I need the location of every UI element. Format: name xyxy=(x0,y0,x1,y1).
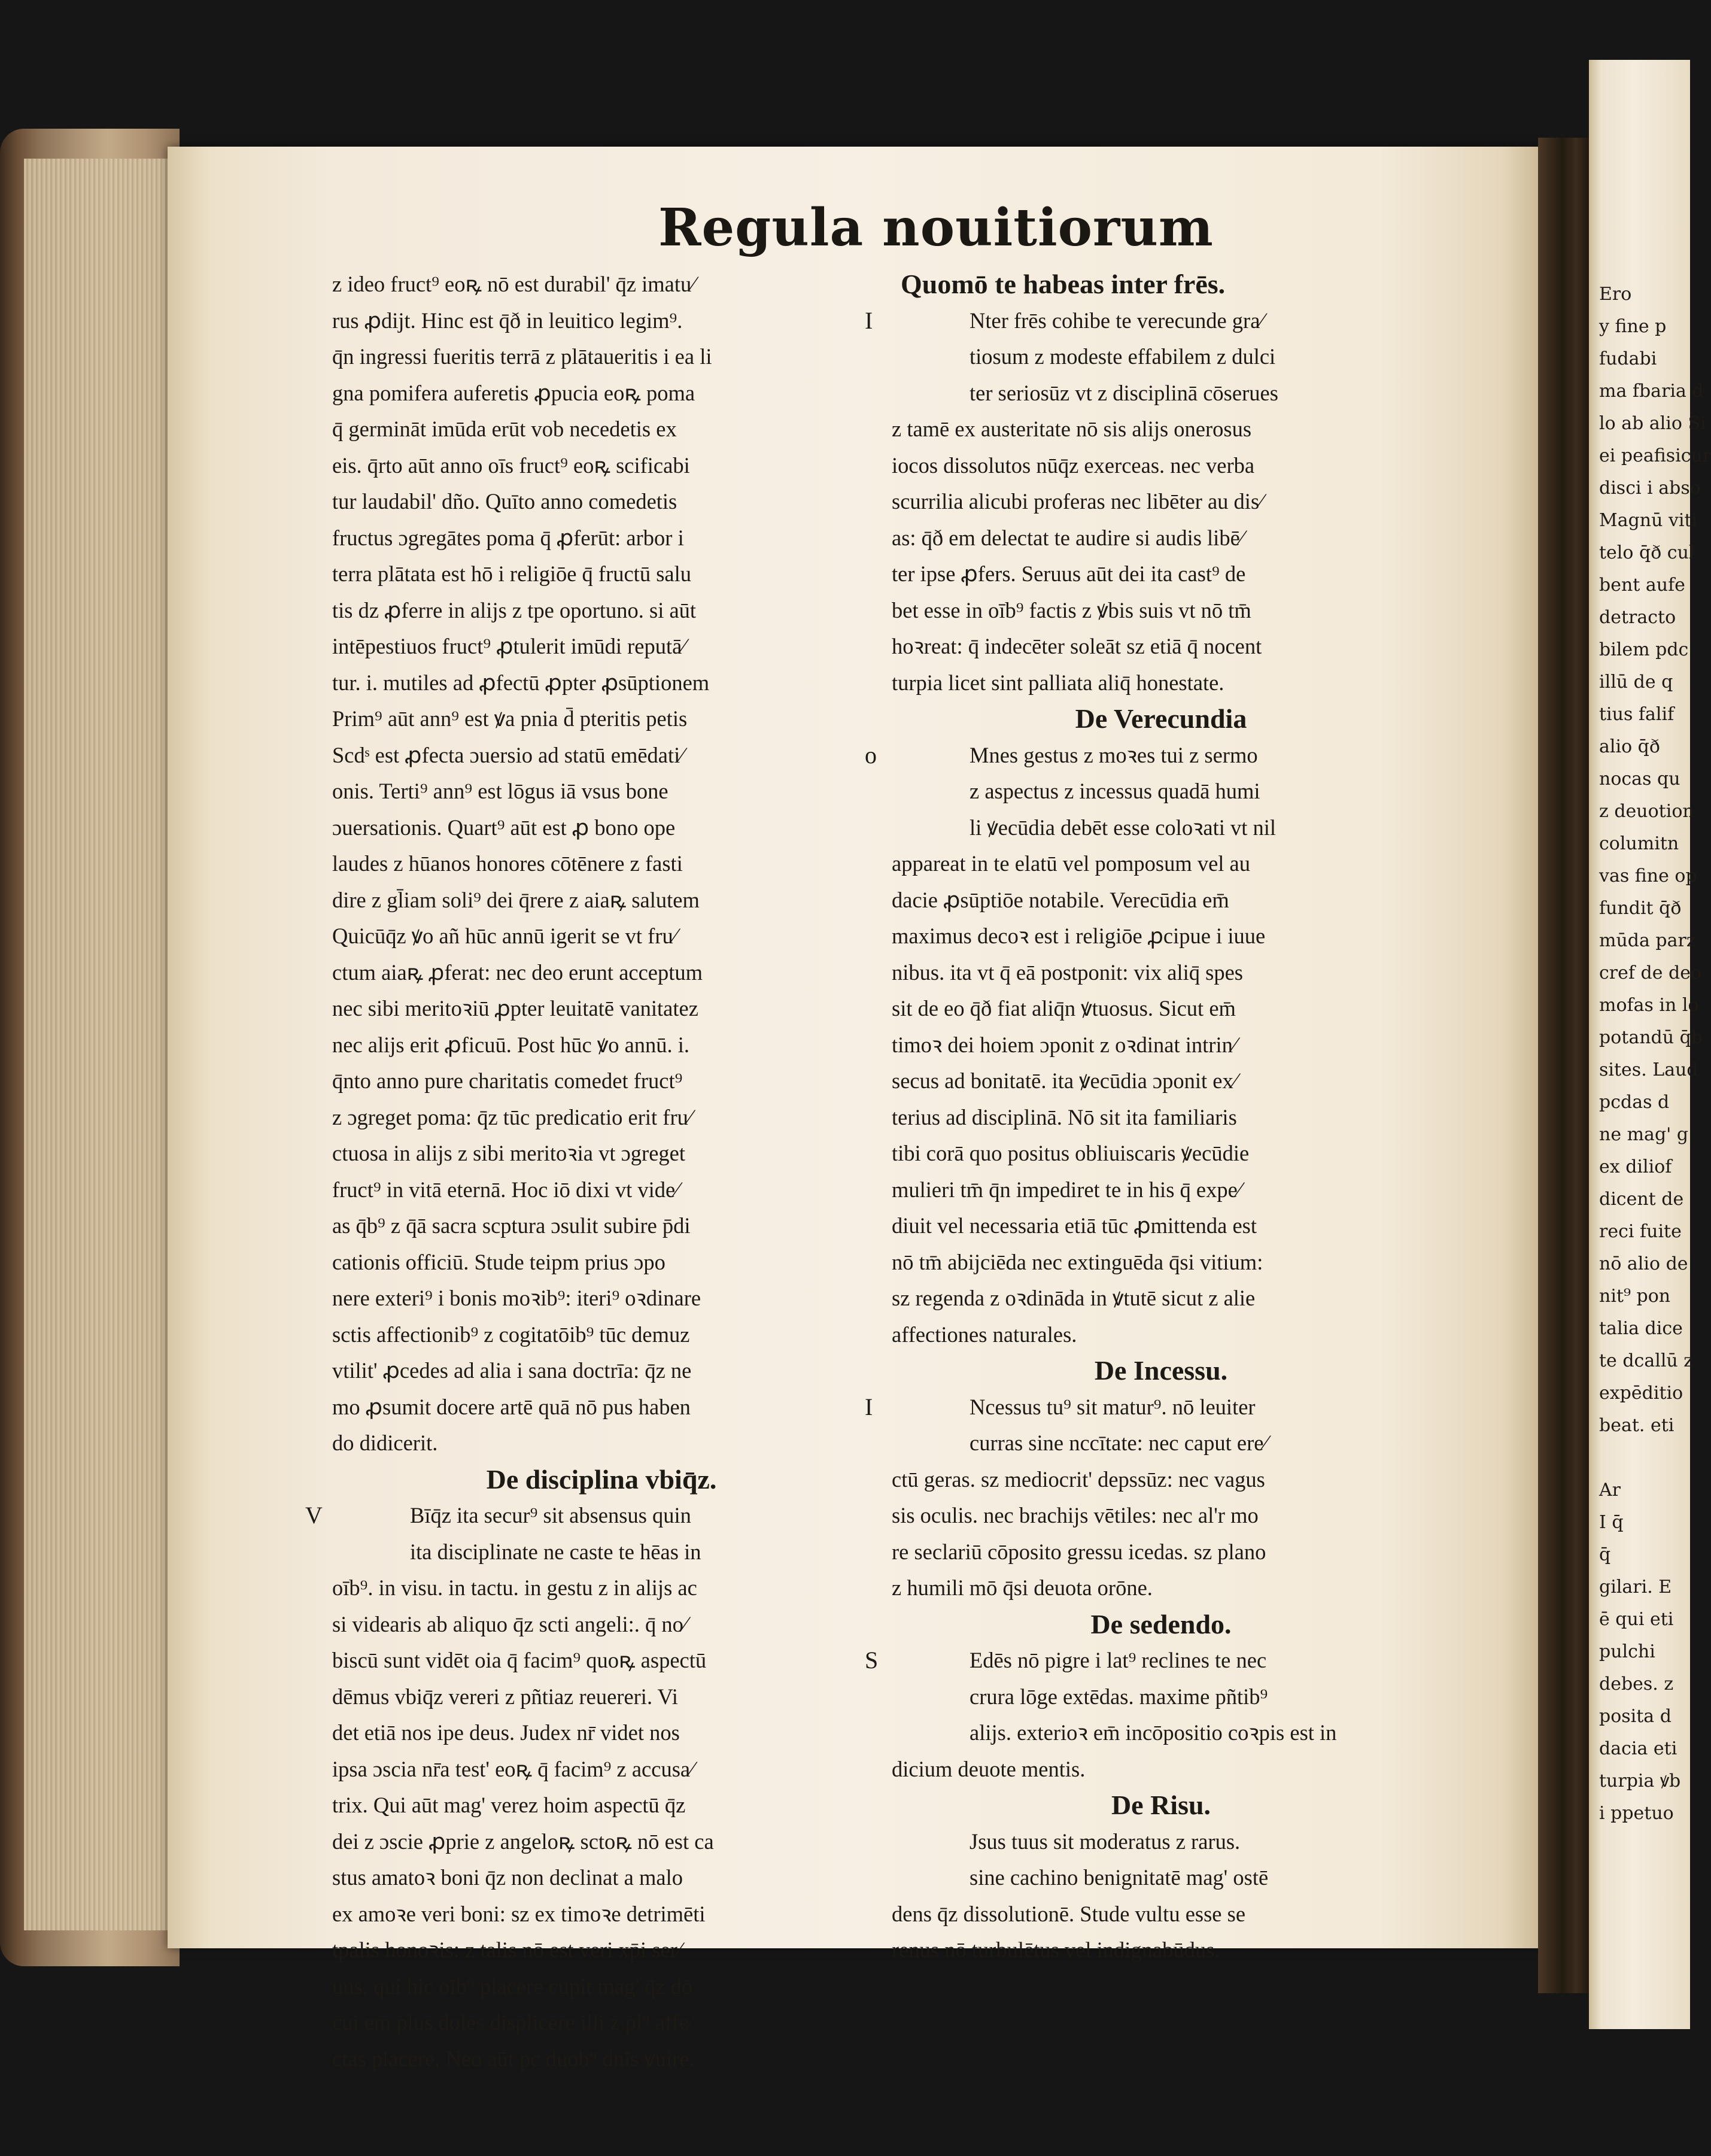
text-line: ter seriosūz vt z disciplinā cōserues xyxy=(970,380,1278,405)
text-line: intēpestiuos fruct⁹ ꝓtulerit imūdi reputā⁄ xyxy=(332,634,686,658)
page-edges xyxy=(24,159,174,1930)
next-page-fragment: ē qui eti xyxy=(1599,1609,1674,1630)
next-page-fragment: bilem pdc xyxy=(1599,639,1689,660)
text-line: uus. qui hic oīb⁹ placere cupit mag' q̄z dō xyxy=(332,1973,693,1999)
next-page-fragment: i ppetuo xyxy=(1599,1803,1674,1824)
text-line: ex amoꝛe veri boni: sz ex timoꝛe detrimēti xyxy=(332,1901,706,1926)
text-line: Edēs nō pigre i lat⁹ reclines te nec xyxy=(970,1648,1267,1672)
text-line: tis dz ꝓferre in alijs z tpe oportuno. si aūt xyxy=(332,597,697,622)
text-line: dacie ꝓsūptiōe notabile. Verecūdia em̄ xyxy=(892,887,1229,912)
text-line: maximus decoꝛ est i religiōe ꝓcipue i iuue xyxy=(892,924,1266,948)
text-line: tiosum z modeste effabilem z dulci xyxy=(970,344,1276,369)
text-line: cationis officiū. Stude teipm prius ɔpo xyxy=(332,1249,665,1274)
text-line: sz regenda z oꝛdināda in ꝟtutē sicut z alie xyxy=(892,1286,1256,1310)
text-line: curras sine nccītate: nec caput ere⁄ xyxy=(970,1431,1268,1455)
text-line: z tamē ex austeritate nō sis alijs onerosus xyxy=(892,417,1252,441)
heading-de-risu: De Risu. xyxy=(1111,1790,1211,1820)
next-page-fragment: tius falif xyxy=(1599,704,1674,725)
text-line: z ideo fruct⁹ eoꝶ nō est durabil' q̄z imatu⁄ xyxy=(332,272,695,296)
next-page-fragment: lo ab alio Si xyxy=(1599,413,1706,434)
right-page-text-fragment xyxy=(1599,281,1711,1826)
text-line: iocos dissolutos nūq̄z exerceas. nec verba xyxy=(892,453,1255,478)
text-line: ter ipse ꝓfers. Seruus aūt dei ita cast⁹ de xyxy=(892,561,1246,586)
next-page-fragment: talia dice xyxy=(1599,1318,1683,1339)
text-line: eis. q̄rto aūt anno oīs fruct⁹ eoꝶ scificabi xyxy=(332,453,690,478)
text-line: det etiā nos ipe deus. Judex nr̄ videt nos xyxy=(332,1720,680,1745)
text-line: mo ꝓsumit docere artē quā nō pus haben xyxy=(332,1394,691,1419)
text-line: rus ꝓdijt. Hinc est q̄ð in leuitico legim⁹. xyxy=(332,308,683,333)
heading-quomodo-te-habeas: Quomō te habeas inter frēs. xyxy=(901,269,1226,299)
text-line: tpalis honoꝛis: z talis nō est veri xp̄i ser⁄ xyxy=(332,1938,681,1962)
running-title: Regula nouitiorum xyxy=(658,198,1214,258)
text-line: Mnes gestus z moꝛes tui z sermo xyxy=(970,742,1258,767)
next-page-fragment: ne mag' g xyxy=(1599,1124,1689,1145)
text-line: tibi corā quo positus obliuiscaris ꝟecūdie xyxy=(892,1141,1250,1165)
text-line: li ꝟecūdia debēt esse coloꝛati vt nil xyxy=(970,815,1277,840)
heading-de-incessu: De Incessu. xyxy=(1094,1355,1228,1386)
margin-guide-letter: o xyxy=(865,741,877,769)
text-line: terius ad disciplinā. Nō sit ita familiaris xyxy=(892,1104,1237,1129)
next-page-fragment: posita d xyxy=(1599,1706,1672,1727)
text-line: z ɔgreget poma: q̄z tūc predicatio erit fru⁄ xyxy=(332,1104,692,1129)
text-line: scurrilia alicubi proferas nec libēter au dis⁄ xyxy=(892,489,1263,514)
next-page-fragment: turpia ꝟb xyxy=(1599,1771,1681,1791)
text-line: ctū geras. sz mediocrit' depssūz: nec vagus xyxy=(892,1466,1265,1492)
text-line: diuit vel necessaria etiā tūc ꝓmittenda est xyxy=(892,1213,1257,1238)
heading-de-disciplina: De disciplina vbiq̄z. xyxy=(486,1463,717,1495)
text-line: terra plātata est hō i religiōe q̄ fructū salu xyxy=(332,561,691,586)
next-page-fragment: ex diliof xyxy=(1599,1156,1672,1177)
next-page-fragment: dacia eti xyxy=(1599,1738,1677,1759)
next-page-fragment: y fine p xyxy=(1599,316,1667,337)
next-page-fragment: alio q̄ð xyxy=(1599,736,1660,757)
text-line: nec sibi meritoꝛiū ꝓpter leuitatē vanitatez xyxy=(332,996,698,1021)
text-line: dens q̄z dissolutionē. Stude vultu esse se xyxy=(892,1901,1246,1926)
text-line: turpia licet sint palliata aliq̄ honestate. xyxy=(892,670,1224,695)
text-line: dire z gl̄iam soli⁹ dei q̄rere z aiaꝶ salutem xyxy=(332,887,700,912)
right-text-column xyxy=(865,266,1430,1969)
next-page-fragment: nō alio de xyxy=(1599,1253,1688,1274)
text-line: nō tm̄ abijciēda nec extinguēda q̄si vitium: xyxy=(892,1249,1263,1274)
text-line: z humili mō q̄si deuota orōne. xyxy=(892,1575,1153,1600)
text-line: as: q̄ð em delectat te audire si audis libē⁄ xyxy=(892,525,1244,550)
text-line: vtilit' ꝓcedes ad alia i sana doctrīa: q̄z ne xyxy=(332,1358,692,1383)
text-line: cui em plus doles displicere illi z pl⁹ affe⁄ xyxy=(332,2010,692,2034)
next-page-fragment: Ar xyxy=(1599,1480,1621,1501)
text-line: q̄ germināt imūda erūt vob necedetis ex xyxy=(332,417,677,441)
next-page-fragment: nocas qu xyxy=(1599,769,1680,789)
next-page-fragment: vas fine op xyxy=(1599,866,1697,886)
next-page-fragment xyxy=(1599,1445,1689,1477)
next-page-fragment: I q̄ xyxy=(1599,1512,1624,1533)
next-page-fragment: detracto xyxy=(1599,607,1676,628)
text-line: re seclariū cōposito gressu icedas. sz plano xyxy=(892,1539,1266,1564)
section-de-sedendo-text xyxy=(865,1642,1430,1787)
text-line: Bīq̄z ita secur⁹ sit absensus quin xyxy=(410,1503,691,1528)
text-line: Scdˢ est ꝓfecta ɔuersio ad statū emēdati⁄ xyxy=(332,742,684,767)
next-page-fragment: ei peafisicur xyxy=(1599,445,1711,466)
text-line: Jsus tuus sit moderatus z rarus. xyxy=(970,1829,1241,1854)
margin-guide-letter: I xyxy=(865,306,873,334)
text-line: Quicūq̄z ꝟo añ hūc annū igerit se vt fru⁄ xyxy=(332,924,677,948)
text-line: dei z ɔscie ꝓprie z angeloꝶ sctoꝶ nō est ca xyxy=(332,1829,714,1854)
next-page-fragment: ma fbaria d xyxy=(1599,381,1704,402)
text-line: appareat in te elatū vel pomposum vel au xyxy=(892,851,1251,876)
next-page-fragment: columitn xyxy=(1599,833,1679,854)
next-page-fragment: mūda parz xyxy=(1599,930,1696,951)
next-page-fragment: q̄ xyxy=(1599,1544,1611,1565)
margin-guide-letter: I xyxy=(865,1393,873,1420)
text-line: hoꝛreat: q̄ indecēter soleāt sz etiā q̄ nocent xyxy=(892,634,1262,658)
next-page-fragment: Magnū viti xyxy=(1599,510,1698,531)
text-line: bet esse in oīb⁹ factis z ꝟbis suis vt nō tm̄ xyxy=(892,597,1251,622)
text-line: ctum aiaꝶ ꝓferat: nec deo erunt acceptum xyxy=(332,959,703,985)
text-line: crura lōge extēdas. maxime pñtib⁹ xyxy=(970,1684,1268,1709)
margin-guide-letter: V xyxy=(305,1502,323,1529)
next-page-fragment: telo q̄ð cul xyxy=(1599,542,1695,563)
text-line: laudes z hūanos honores cōtēnere z fasti xyxy=(332,851,683,876)
text-line: do didicerit. xyxy=(332,1431,438,1455)
next-page-fragment: pulchi xyxy=(1599,1641,1655,1662)
next-page-fragment: fundit q̄ð xyxy=(1599,898,1682,919)
next-page-fragment: illū de q xyxy=(1599,672,1673,693)
section-de-verecundia-text xyxy=(865,737,1430,1353)
next-page-fragment: gilari. E xyxy=(1599,1577,1672,1598)
text-line: ctas placere. Neo aūt pc duob⁹ dnīs ꝟuire. xyxy=(332,2046,695,2071)
text-line: nere exteri⁹ i bonis moꝛib⁹: iteri⁹ oꝛdinare xyxy=(332,1286,701,1310)
text-line: Ncessus tu⁹ sit matur⁹. nō leuiter xyxy=(970,1394,1256,1419)
text-line: ɔuersationis. Quart⁹ aūt est ꝓ bono ope xyxy=(332,815,676,840)
text-line: nibus. ita vt q̄ eā postponit: vix aliq̄ spes xyxy=(892,959,1243,985)
text-line: ita disciplinate ne caste te hēas in xyxy=(410,1539,701,1564)
next-page-fragment: cref de deo xyxy=(1599,962,1702,983)
text-line: tur laudabil' dño. Quīto anno comedetis xyxy=(332,489,677,514)
text-line: ctuosa in alijs z sibi meritoꝛia vt ɔgreget xyxy=(332,1141,685,1165)
text-line: affectiones naturales. xyxy=(892,1322,1077,1347)
next-page-fragment: pcdas d xyxy=(1599,1092,1670,1113)
next-page-fragment: dicent de xyxy=(1599,1189,1684,1210)
section-de-incessu-text xyxy=(865,1389,1430,1607)
text-line: nec alijs erit ꝓficuū. Post hūc ꝟo annū. i. xyxy=(332,1032,690,1057)
text-line: stus amatoꝛ boni q̄z non declinat a malo xyxy=(332,1865,683,1890)
text-line: q̄nto anno pure charitatis comedet fruct⁹ xyxy=(332,1068,683,1093)
margin-guide-letter: S xyxy=(865,1647,879,1674)
heading-de-sedendo: De sedendo. xyxy=(1090,1608,1232,1639)
text-line: oīb⁹. in visu. in tactu. in gestu z in alijs ac xyxy=(332,1575,697,1600)
text-line: z aspectus z incessus quadā humi xyxy=(970,779,1260,803)
text-line: q̄n ingressi fueritis terrā z plātaueritis i ea li xyxy=(332,344,712,369)
text-line: sis oculis. nec brachijs vētiles: nec al'r mo xyxy=(892,1503,1259,1528)
next-page-fragment: te dcallū z xyxy=(1599,1350,1694,1371)
text-line: dēmus vbiq̄z vereri z pñtiaz reuereri. Vi xyxy=(332,1684,678,1709)
next-page-fragment: disci i abso xyxy=(1599,478,1701,499)
text-line: as q̄b⁹ z q̄ā sacra scptura ɔsulit subire p̄di xyxy=(332,1213,691,1238)
section-de-disciplina-text xyxy=(305,1498,871,2077)
section-de-risu-text xyxy=(892,1824,1430,1969)
text-line: trix. Qui aūt mag' verez hoim aspectū q̄z xyxy=(332,1793,686,1817)
next-page-fragment: nit⁹ pon xyxy=(1599,1286,1671,1307)
left-main-text xyxy=(332,266,871,1462)
text-line: Nter frēs cohibe te verecunde gra⁄ xyxy=(970,308,1264,333)
text-line: sine cachino benignitatē mag' ostē xyxy=(970,1865,1269,1890)
next-page-fragment: beat. eti xyxy=(1599,1415,1674,1436)
next-page-fragment: Ero xyxy=(1599,284,1632,305)
next-page-fragment: fudabi xyxy=(1599,348,1657,369)
left-text-column xyxy=(305,266,871,2077)
text-line: ipsa ɔscia nr̄a test' eoꝶ q̄ facim⁹ z accusa⁄ xyxy=(332,1756,694,1781)
text-line: tur. i. mutiles ad ꝓfectū ꝓpter ꝓsūptionem xyxy=(332,670,710,695)
text-line: gna pomifera auferetis ꝓpucia eoꝶ poma xyxy=(332,380,695,405)
text-line: sctis affectionib⁹ z cogitatōib⁹ tūc demuz xyxy=(332,1322,690,1347)
text-line: alijs. exterioꝛ em̄ incōpositio coꝛpis est in xyxy=(970,1720,1337,1745)
next-page-fragment: expēditio xyxy=(1599,1383,1683,1404)
next-page-fragment: reci fuite xyxy=(1599,1221,1682,1242)
text-line: si videaris ab aliquo q̄z scti angeli:. q̄ no⁄ xyxy=(332,1611,688,1636)
text-line: dicium deuote mentis. xyxy=(892,1756,1086,1781)
text-line: secus ad bonitatē. ita ꝟecūdia ɔponit ex⁄ xyxy=(892,1068,1237,1093)
next-page-fragment: debes. z xyxy=(1599,1674,1674,1695)
text-line: onis. Terti⁹ ann⁹ est lōgus iā vsus bone xyxy=(332,779,668,803)
heading-de-verecundia: De Verecundia xyxy=(1075,703,1247,734)
text-line: biscū sunt vidēt oia q̄ facim⁹ quoꝶ aspectū xyxy=(332,1648,707,1672)
next-page-fragment: mofas in lo xyxy=(1599,995,1699,1016)
text-line: mulieri tm̄ q̄n impediret te in his q̄ expe⁄ xyxy=(892,1177,1241,1202)
next-page-fragment: sites. Laud xyxy=(1599,1059,1698,1080)
text-line: renus nō turbulētus vel indignabūdus. xyxy=(892,1938,1220,1962)
next-page-fragment: z deuotion xyxy=(1599,801,1694,822)
next-page-fragment: bent aufe xyxy=(1599,575,1685,596)
section-inter-fratres-text xyxy=(865,303,1430,702)
text-line: fructus ɔgregātes poma q̄ ꝓferūt: arbor i xyxy=(332,525,684,550)
text-line: timoꝛ dei hoiem ɔponit z oꝛdinat intrin⁄ xyxy=(892,1032,1236,1057)
next-page-fragment: potandū q̄b xyxy=(1599,1027,1703,1048)
text-line: Prim⁹ aūt ann⁹ est ꝟa pnia d̄ pteritis petis xyxy=(332,706,688,731)
text-line: sit de eo q̄ð fiat aliq̄n ꝟtuosus. Sicut em̄ xyxy=(892,996,1236,1021)
book-gutter xyxy=(1538,138,1592,1993)
text-line: fruct⁹ in vitā eternā. Hoc iō dixi vt vide⁄ xyxy=(332,1177,679,1202)
